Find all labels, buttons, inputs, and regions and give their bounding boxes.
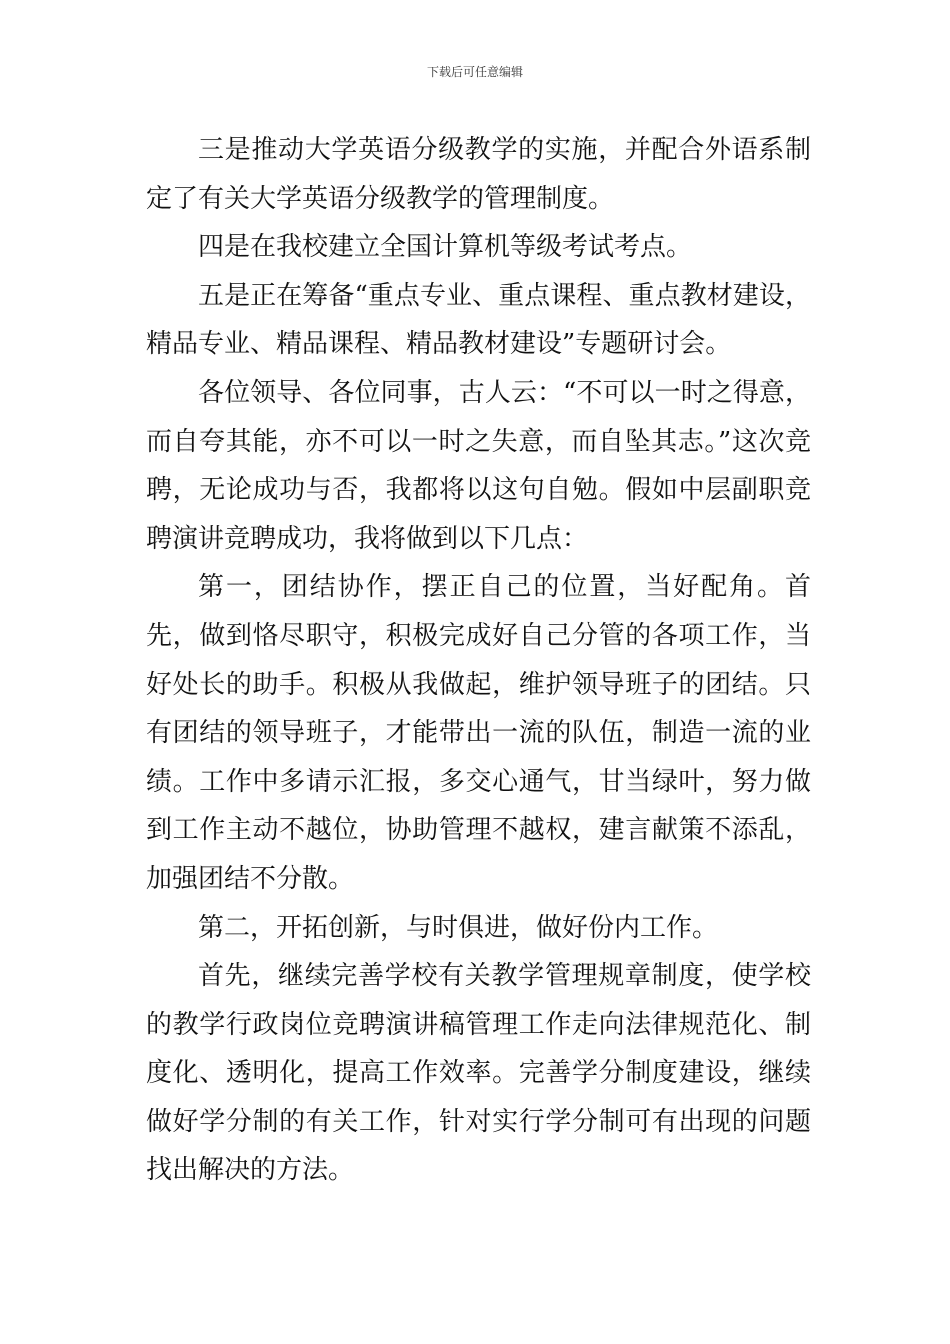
page-header: 下载后可任意编辑 [426, 65, 523, 79]
paragraph-1: 三是推动大学英语分级教学的实施，并配合外语系制定了有关大学英语分级教学的管理制度。 [146, 135, 811, 214]
paragraph-5: 第一，团结协作，摆正自己的位置，当好配角。首先，做到恪尽职守，积极完成好自己分管的各项工作，当好处长的助手。积极从我做起，维护领导班子的团结。只有团结的领导班子，才能带出一流的队伍，制造一流的业绩。工作中多请示汇报，多交心通气，甘当绿叶，努力做到工作主动不越位，协助管理不越权，建言献策不添乱，加强团结不分散。 [146, 572, 811, 894]
document-body [146, 126, 811, 1195]
paragraph-6: 第二，开拓创新，与时俱进，做好份内工作。 [198, 912, 719, 943]
paragraph-3: 五是正在筹备“重点专业、重点课程、重点教材建设，精品专业、精品课程、精品教材建设”专题研讨会。 [146, 280, 811, 360]
paragraph-2: 四是在我校建立全国计算机等级考试考点。 [198, 232, 693, 263]
paragraph-7: 首先，继续完善学校有关教学管理规章制度，使学校的教学行政岗位竞聘演讲稿管理工作走向法律规范化、制度化、透明化，提高工作效率。完善学分制度建设，继续做好学分制的有关工作，针对实行学分制可有出现的问题找出解决的方法。 [146, 961, 811, 1186]
paragraph-4: 各位领导、各位同事，古人云：“不可以一时之得意，而自夸其能，亦不可以一时之失意，而自坠其志。”这次竞聘，无论成功与否，我都将以这句自勉。假如中层副职竞聘演讲竞聘成功，我将做到以下几点： [146, 377, 811, 554]
